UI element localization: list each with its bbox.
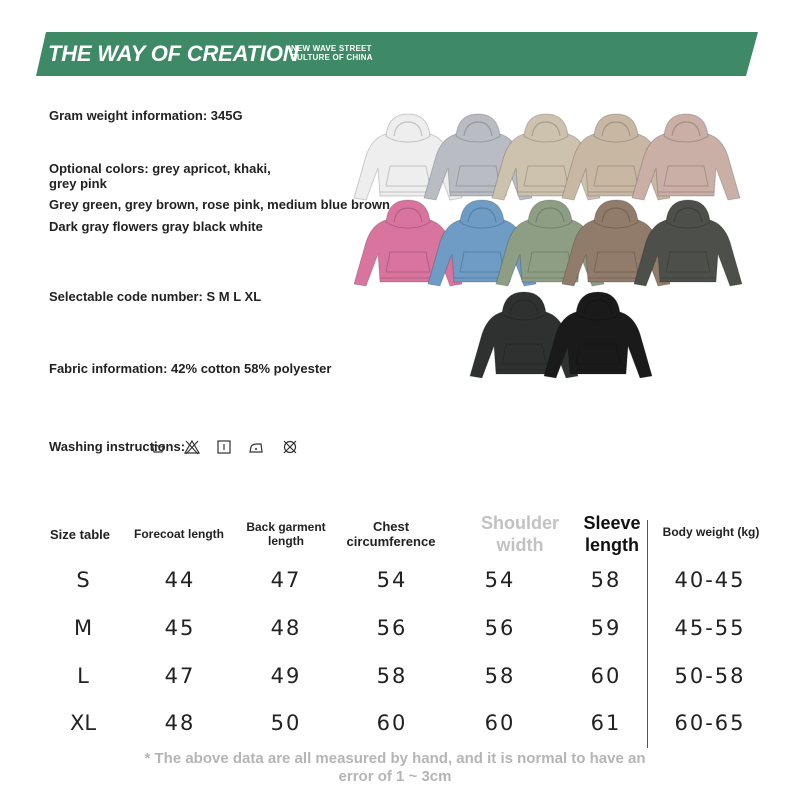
washing-info: Washing instructions: [49,439,186,454]
no-dry-clean-icon [282,439,298,455]
header-forecoat-length: Forecoat length [133,527,224,541]
hoodie-grey-pink [630,112,742,204]
cell-back: 49 [270,664,302,688]
header-sleeve-length [566,512,658,556]
cell-weight: 50-58 [674,664,746,688]
cell-sleeve: 59 [590,616,622,640]
cell-sleeve: 61 [590,711,622,735]
header-back-line2: length [268,534,304,548]
cell-forecoat: 45 [164,616,196,640]
cell-forecoat: 44 [164,568,196,592]
header-banner [36,32,758,76]
cell-chest: 60 [376,711,408,735]
cell-sleeve: 60 [590,664,622,688]
cell-shoulder: 54 [484,568,516,592]
cell-shoulder: 58 [484,664,516,688]
size-options-info: Selectable code number: S M L XL [49,289,262,304]
hoodie-black [542,290,654,382]
cell-shoulder: 56 [484,616,516,640]
cell-size: XL [69,711,97,735]
header-chest-circumference [336,519,446,549]
colors-info-line2: grey pink [49,176,107,191]
tumble-dry-icon [216,439,232,455]
header-chest-line1: Chest [372,519,410,534]
cell-weight: 45-55 [674,616,746,640]
cell-chest: 54 [376,568,408,592]
gram-weight-info: Gram weight information: 345G [49,108,243,123]
cell-weight: 40-45 [674,568,746,592]
cell-back: 47 [270,568,302,592]
cell-size: S [76,568,90,592]
banner-subtitle-line1: NEW WAVE STREET [291,44,372,53]
banner-subtitle [291,44,373,62]
header-body-weight: Body weight (kg) [662,525,760,539]
cell-forecoat: 47 [164,664,196,688]
measurement-note-line1: * The above data are all measured by hand, and it is normal to have an [144,750,646,767]
cell-chest: 56 [376,616,408,640]
header-shoulder-width [470,512,570,556]
cell-forecoat: 48 [164,711,196,735]
cell-back: 50 [270,711,302,735]
header-back-line1: Back garment [246,520,326,534]
banner-subtitle-line2: CULTURE OF CHINA [291,53,373,62]
hand-wash-icon [150,439,166,455]
header-back-garment-length [236,520,336,548]
hoodie-dark-gray [632,198,744,290]
cell-back: 48 [270,616,302,640]
size-table-title: Size table [50,527,110,542]
cell-shoulder: 60 [484,711,516,735]
cell-size: M [73,616,93,640]
measurement-note [90,750,700,786]
colors-info-line4: Dark gray flowers gray black white [49,219,263,234]
colors-info-line3: Grey green, grey brown, rose pink, medium blue brown [49,197,390,212]
cell-sleeve: 58 [590,568,622,592]
measurement-note-line2: error of 1 ~ 3cm [338,768,452,785]
header-shoulder-line1: Shoulder [480,513,559,533]
header-sleeve-line2: length [585,535,639,555]
iron-low-icon [248,439,264,455]
cell-size: L [77,664,89,688]
cell-chest: 58 [376,664,408,688]
header-chest-line2: circumference [346,534,436,549]
fabric-info: Fabric information: 42% cotton 58% polyester [49,361,332,376]
no-bleach-icon [184,439,200,455]
colors-info-line1: Optional colors: grey apricot, khaki, [49,161,271,176]
header-shoulder-line2: width [496,535,544,555]
banner-title: THE WAY OF CREATION [48,41,299,66]
header-sleeve-line1: Sleeve [583,513,641,533]
cell-weight: 60-65 [674,711,746,735]
